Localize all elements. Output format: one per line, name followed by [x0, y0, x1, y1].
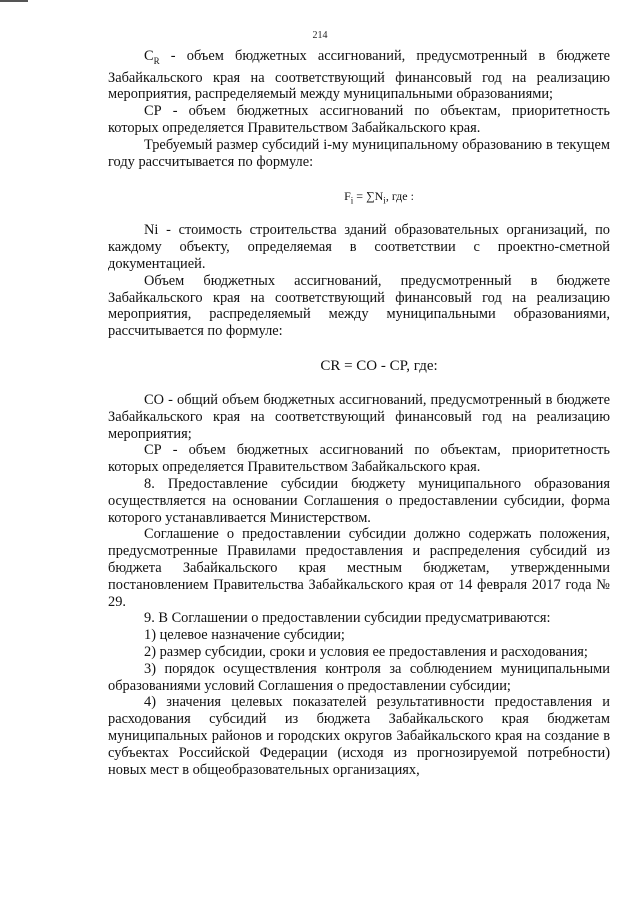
paragraph-budget-volume: Объем бюджетных ассигнований, предусмотренный в бюджете Забайкальского края на соответствующий финансовый год на реализацию мероприятия, распределяемый между муниципальными образованиями, рассчитывается по формуле:: [108, 272, 610, 340]
formula-fi: [108, 170, 610, 222]
cr-text: - объем бюджетных ассигнований, предусмотренный в бюджете Забайкальского края на соответствующий финансовый год на реализацию мероприятия, распределяемый между муниципальными образованиями;: [108, 48, 610, 103]
formula-fi-tail: , где :: [385, 189, 414, 204]
cr-symbol: C: [144, 48, 154, 64]
scan-corner-mark: [0, 0, 28, 2]
paragraph-cp-definition-2: СР - объем бюджетных ассигнований по объектам, приоритетность которых определяется Правительством Забайкальского края.: [108, 442, 610, 476]
paragraph-cp-definition: СР - объем бюджетных ассигнований по объектам, приоритетность которых определяется Правительством Забайкальского края.: [108, 103, 610, 137]
paragraph-sub-1: 1) целевое назначение субсидии;: [144, 627, 345, 644]
page-number: 214: [312, 30, 328, 41]
paragraph-agreement: Соглашение о предоставлении субсидии должно содержать положения, предусмотренные Правилами предоставления и распределения субсидий из бюджета Забайкальского края местным бюджетам, утвержденными постановлением Правительства Забайкальского края от 14 февраля 2017 года № 29.: [108, 526, 610, 610]
paragraph-item-9: 9. В Соглашении о предоставлении субсидии предусматриваются:: [144, 610, 551, 627]
paragraph-sub-4: 4) значения целевых показателей результативности предоставления и расходования субсидий из бюджета Забайкальского края бюджетам муниципальных районов и городских округов Забайкальского края на создание в субъектах Российской Федерации (исходя из прогнозируемой потребности) новых мест в общеобразовательных организациях,: [108, 694, 610, 778]
formula-fi-sum: = ∑N: [353, 189, 384, 204]
paragraph-sub-2: 2) размер субсидии, сроки и условия ее предоставления и расходования;: [144, 643, 588, 660]
paragraph-sub-3: 3) порядок осуществления контроля за соблюдением муниципальными образованиями условий Соглашения о предоставлении субсидии;: [108, 660, 610, 694]
formula-cr: CR = CO - CP, где:: [320, 358, 438, 375]
document-body: [108, 48, 610, 778]
formula-fi-lhs-sub: i: [350, 195, 354, 206]
paragraph-co-definition: СО - общий объем бюджетных ассигнований, предусмотренный в бюджете Забайкальского края на соответствующий финансовый год на реализацию мероприятия;: [108, 392, 610, 442]
formula-fi-rhs-sub: i: [383, 195, 386, 206]
paragraph-ni-definition: Ni - стоимость строительства зданий образовательных организаций, по каждому объекту, определяемая в соответствии с проектно-сметной документацией.: [108, 222, 610, 273]
formula-fi-lhs: F: [344, 189, 351, 204]
paragraph-item-8: 8. Предоставление субсидии бюджету муниципального образования осуществляется на основании Соглашения о предоставлении субсидии, форма которого устанавливается Министерством.: [108, 476, 610, 526]
paragraph-cr-definition: [108, 48, 610, 103]
cr-subscript: R: [153, 55, 160, 66]
paragraph-subsidy-size: Требуемый размер субсидий i-му муниципальному образованию в текущем году рассчитывается по формуле:: [108, 136, 610, 170]
